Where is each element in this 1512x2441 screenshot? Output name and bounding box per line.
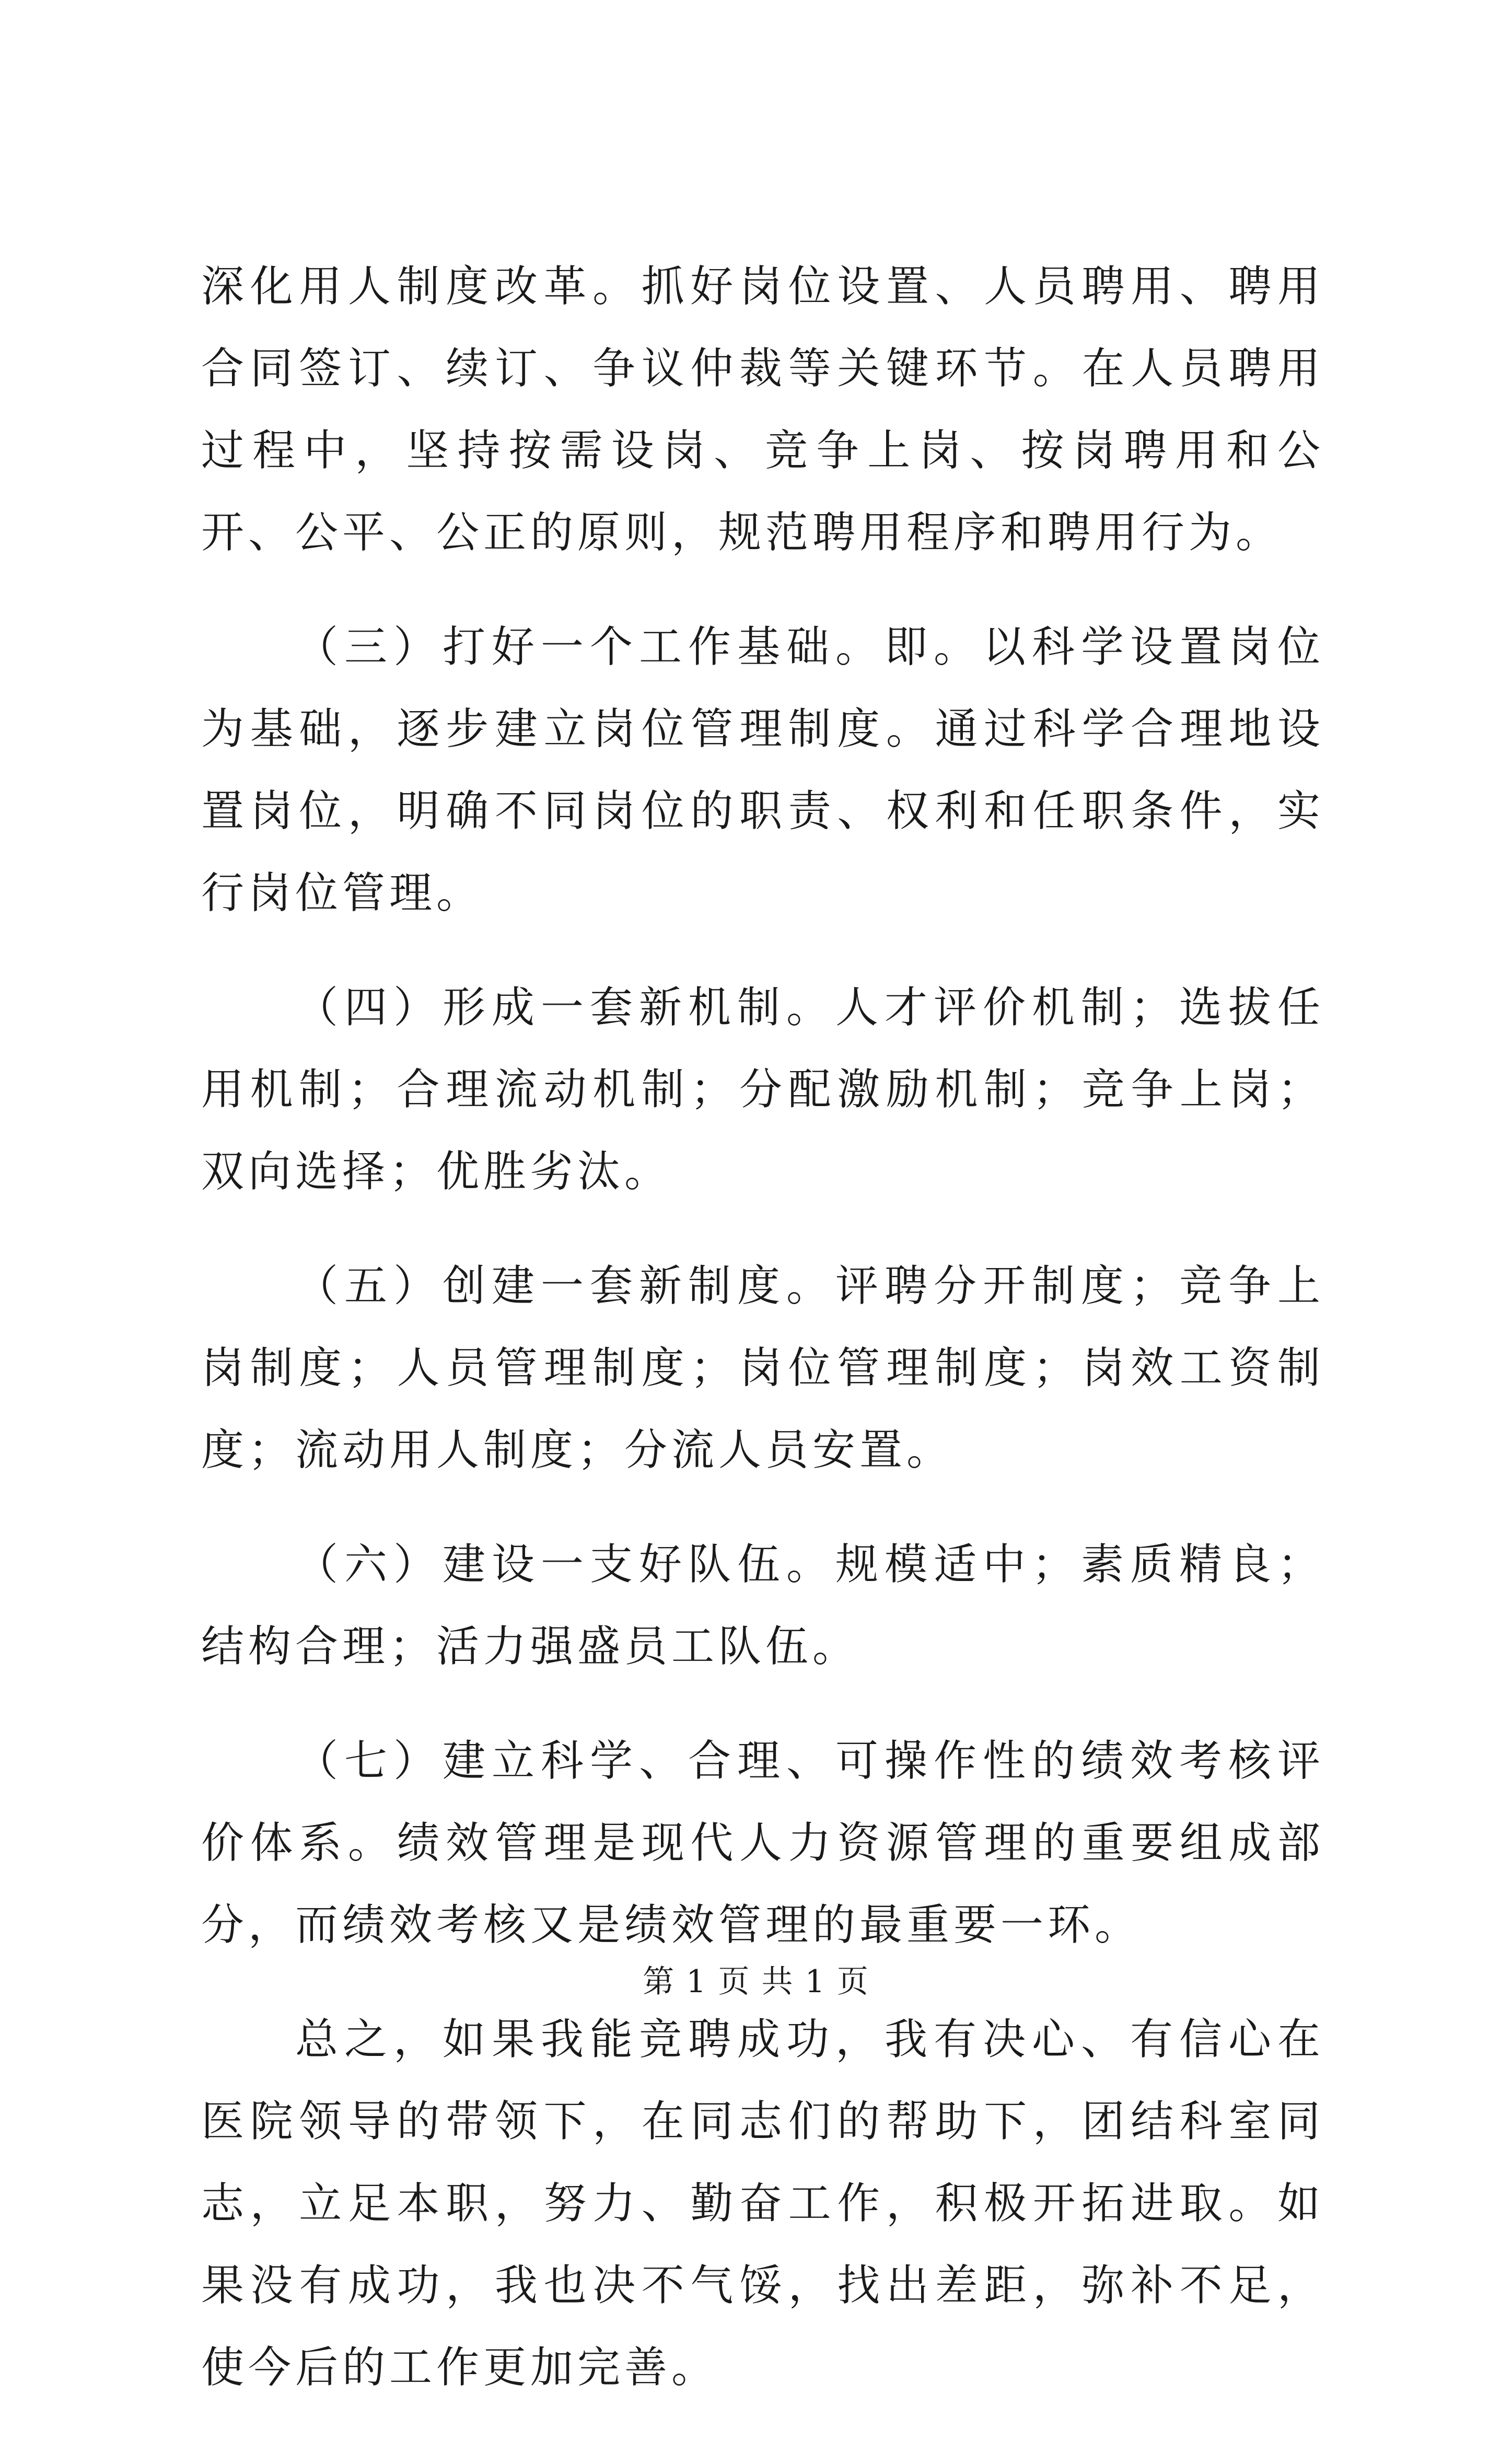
paragraph: （七）建立科学、合理、可操作性的绩效考核评价体系。绩效管理是现代人力资源管理的重要组成部分，而绩效考核又是绩效管理的最重要一环。 (201, 1736, 1324, 1950)
paragraph: 深化用人制度改革。抓好岗位设置、人员聘用、聘用合同签订、续订、争议仲裁等关键环节。在人员聘用过程中，坚持按需设岗、竞争上岗、按岗聘用和公开、公平、公正的原则，规范聘用程序和聘用行为。 (201, 262, 1324, 557)
page-footer: 第 1 页 共 1 页 (643, 1963, 869, 2000)
document-body (201, 246, 1324, 2441)
paragraph: （六）建设一支好队伍。规模适中；素质精良；结构合理；活力强盛员工队伍。 (201, 1540, 1324, 1671)
paragraph: （五）创建一套新制度。评聘分开制度；竞争上岗制度；人员管理制度；岗位管理制度；岗效工资制度；流动用人制度；分流人员安置。 (201, 1261, 1324, 1475)
paragraph: （三）打好一个工作基础。即。以科学设置岗位为基础，逐步建立岗位管理制度。通过科学合理地设置岗位，明确不同岗位的职责、权利和任职条件，实行岗位管理。 (201, 622, 1324, 918)
paragraph: （四）形成一套新机制。人才评价机制；选拔任用机制；合理流动机制；分配激励机制；竞争上岗；双向选择；优胜劣汰。 (201, 983, 1324, 1196)
paragraph: 总之，如果我能竞聘成功，我有决心、有信心在医院领导的带领下，在同志们的帮助下，团结科室同志，立足本职，努力、勤奋工作，积极开拓进取。如果没有成功，我也决不气馁，找出差距，弥补不足，使今后的工作更加完善。 (201, 2015, 1324, 2392)
